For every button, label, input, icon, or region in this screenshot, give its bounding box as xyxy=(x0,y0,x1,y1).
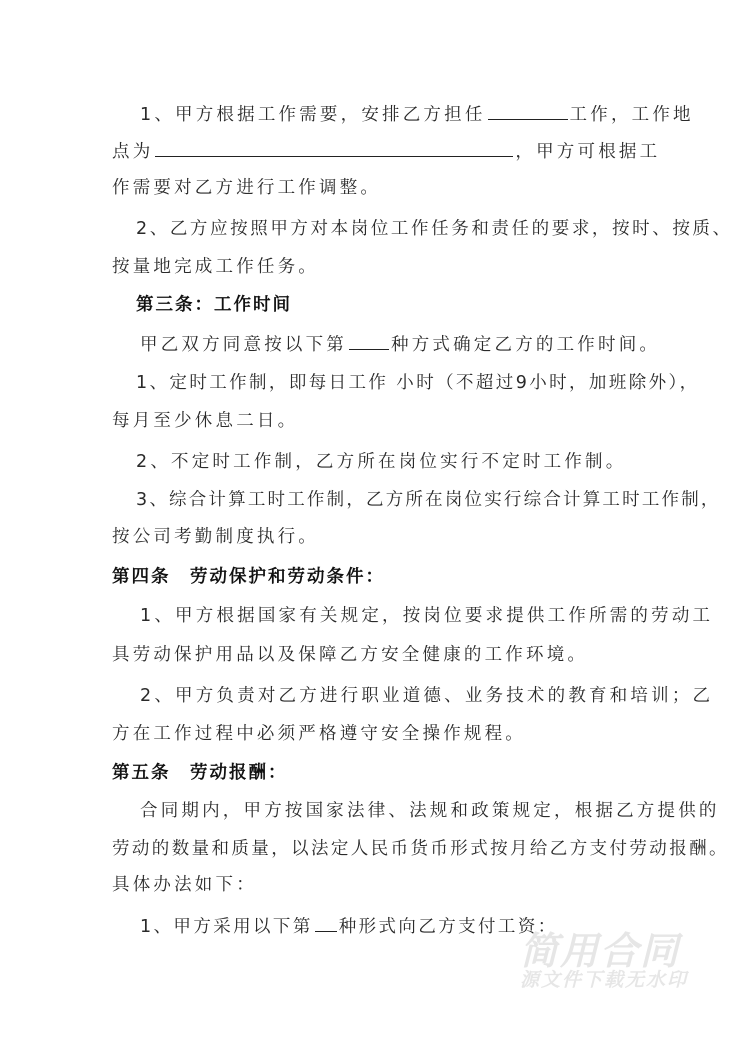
clause4-item1-line2: 具劳动保护用品以及保障乙方安全健康的工作环境。 xyxy=(112,645,589,665)
wage-form-blank[interactable] xyxy=(315,915,337,932)
text: 种形式向乙方支付工资： xyxy=(338,917,558,937)
work-location-blank[interactable] xyxy=(155,140,513,157)
clause4-item2-line2: 方在工作过程中必须严格遵守安全操作规程。 xyxy=(112,724,526,744)
clause4-heading: 第四条 劳动保护和劳动条件： xyxy=(112,567,385,587)
clause5-item1 xyxy=(140,915,558,938)
text: 工作，工作地 xyxy=(569,105,694,125)
text: 点为 xyxy=(112,142,154,162)
clause3-item1-line1: 1、定时工作制，即每日工作 小时（不超过9小时，加班除外）， xyxy=(136,373,700,393)
watermark-title: 简用合同 xyxy=(520,929,681,973)
text: ，甲方可根据工 xyxy=(515,142,661,162)
clause5-para-line1: 合同期内，甲方按国家法律、法规和政策规定，根据乙方提供的 xyxy=(140,801,720,821)
clause3-item3-line1: 3、综合计算工时工作制，乙方所在岗位实行综合计算工时工作制， xyxy=(136,490,721,510)
watermark-subtitle: 源文件下载无水印 xyxy=(520,969,689,991)
clause3-item1-line2: 每月至少休息二日。 xyxy=(112,411,299,431)
clause3-heading: 第三条：工作时间 xyxy=(136,295,292,315)
clause4-item1-line1: 1、甲方根据国家有关规定，按岗位要求提供工作所需的劳动工 xyxy=(140,606,714,626)
text: 甲乙双方同意按以下第 xyxy=(140,335,347,355)
clause3-intro xyxy=(140,333,660,356)
clause5-para-line2: 劳动的数量和质量，以法定人民币货币形式按月给乙方支付劳动报酬。 xyxy=(112,839,729,859)
clause3-item2: 2、不定时工作制，乙方所在岗位实行不定时工作制。 xyxy=(136,452,627,472)
text: 1、甲方根据工作需要，安排乙方担任 xyxy=(140,105,486,125)
clause2-item1-line3: 作需要对乙方进行工作调整。 xyxy=(112,178,382,198)
clause5-heading: 第五条 劳动报酬： xyxy=(112,763,288,783)
clause2-item2-line2: 按量地完成工作任务。 xyxy=(112,257,319,277)
job-title-blank[interactable] xyxy=(488,103,568,120)
clause2-item2-line1: 2、乙方应按照甲方对本岗位工作任务和责任的要求，按时、按质、 xyxy=(136,219,733,239)
clause3-item3-line2: 按公司考勤制度执行。 xyxy=(112,527,319,547)
clause4-item2-line1: 2、甲方负责对乙方进行职业道德、业务技术的教育和培训；乙 xyxy=(140,686,714,706)
clause5-para-line3: 具体办法如下： xyxy=(112,875,257,895)
clause2-item1-line1 xyxy=(140,103,694,126)
text: 种方式确定乙方的工作时间。 xyxy=(391,335,661,355)
text: 1、甲方采用以下第 xyxy=(140,917,313,937)
work-time-option-blank[interactable] xyxy=(349,333,389,350)
clause2-item1-line2 xyxy=(112,140,660,163)
